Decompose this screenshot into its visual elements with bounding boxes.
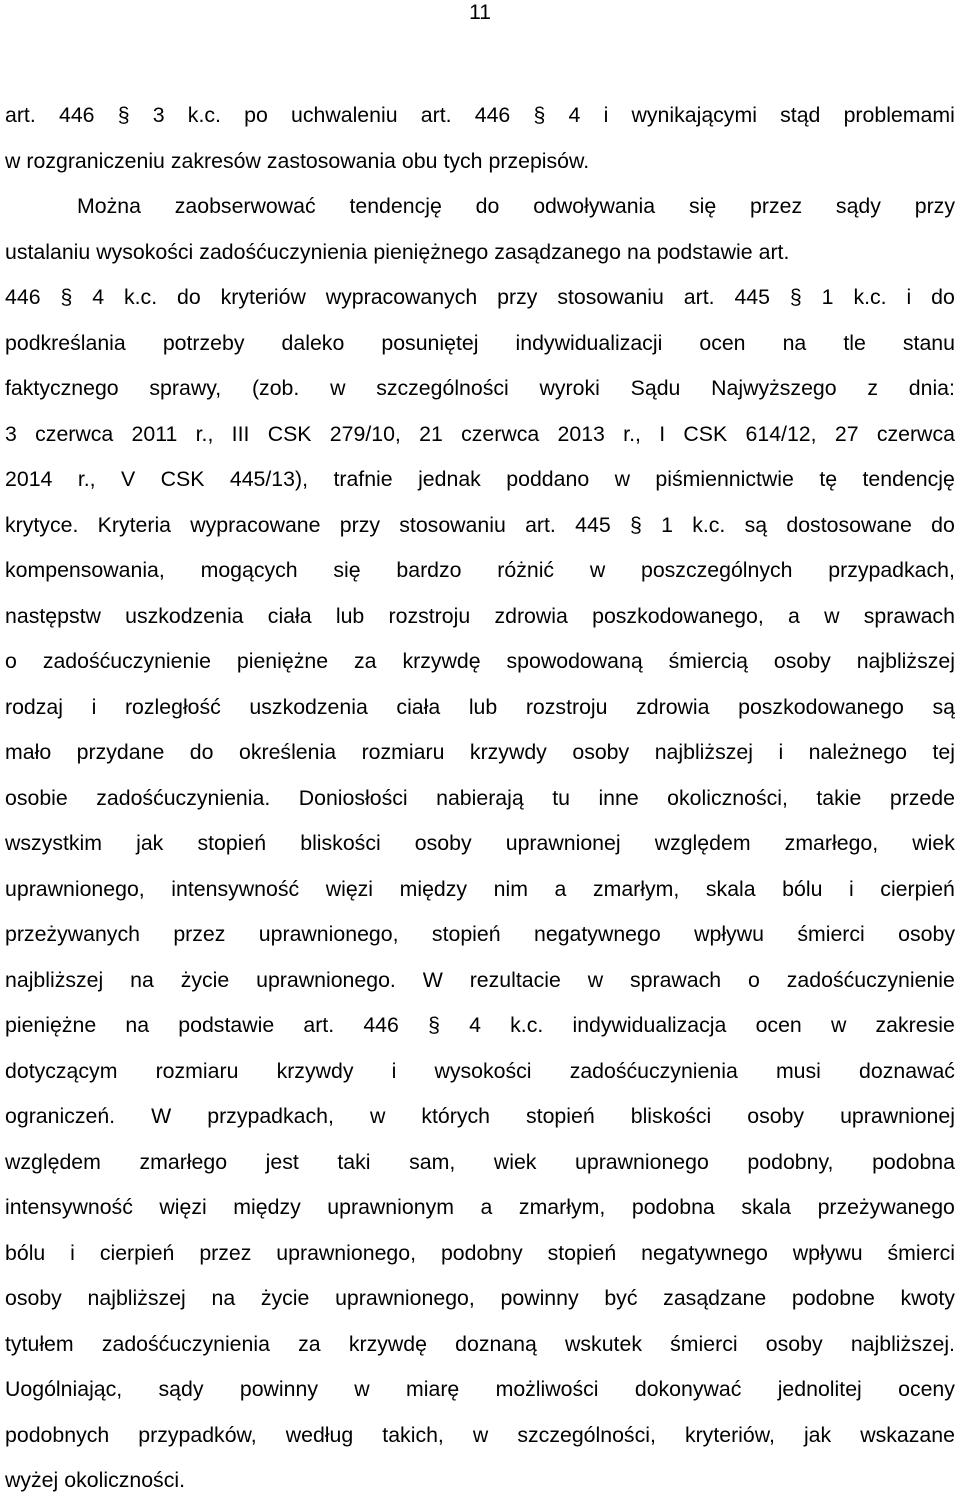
text-line: faktycznego sprawy, (zob. w szczególności wyroki Sądu Najwyższego z dnia: (5, 376, 955, 400)
text-line: kompensowania, mogących się bardzo różnić w poszczególnych przypadkach, (5, 558, 955, 582)
text-line: 446 § 4 k.c. do kryteriów wypracowanych przy stosowaniu art. 445 § 1 k.c. i do (5, 285, 955, 309)
text-line: 2014 r., V CSK 445/13), trafnie jednak poddano w piśmiennictwie tę tendencję (5, 467, 955, 491)
text-line: art. 446 § 3 k.c. po uchwaleniu art. 446 § 4 i wynikającymi stąd problemami (5, 103, 955, 127)
text-line: uprawnionego, intensywność więzi między nim a zmarłym, skala bólu i cierpień (5, 876, 955, 901)
text-line: następstw uszkodzenia ciała lub rozstroju zdrowia poszkodowanego, a w sprawach (5, 603, 955, 628)
text-line: wszystkim jak stopień bliskości osoby uprawnionej względem zmarłego, wiek (5, 831, 955, 855)
text-line: 3 czerwca 2011 r., III CSK 279/10, 21 czerwca 2013 r., I CSK 614/12, 27 czerwca (5, 421, 955, 446)
text-line: wyżej okoliczności. (5, 1468, 185, 1492)
text-line: ustalaniu wysokości zadośćuczynienia pieniężnego zasądzanego na podstawie art. (5, 239, 790, 264)
text-line: Można zaobserwować tendencję do odwoływania się przez sądy przy (77, 194, 955, 218)
text-line: osobie zadośćuczynienia. Doniosłości nabierają tu inne okoliczności, takie przede (5, 785, 955, 810)
text-line: podkreślania potrzeby daleko posuniętej indywidualizacji ocen na tle stanu (5, 330, 955, 355)
text-line: osoby najbliższej na życie uprawnionego, powinny być zasądzane podobne kwoty (5, 1286, 955, 1310)
text-line: pieniężne na podstawie art. 446 § 4 k.c. indywidualizacja ocen w zakresie (5, 1013, 955, 1037)
text-line: mało przydane do określenia rozmiaru krzywdy osoby najbliższej i należnego tej (5, 740, 955, 764)
text-line: dotyczącym rozmiaru krzywdy i wysokości zadośćuczynienia musi doznawać (5, 1058, 955, 1083)
text-line: najbliższej na życie uprawnionego. W rezultacie w sprawach o zadośćuczynienie (5, 967, 955, 992)
text-line: bólu i cierpień przez uprawnionego, podobny stopień negatywnego wpływu śmierci (5, 1240, 955, 1265)
text-line: rodzaj i rozległość uszkodzenia ciała lub rozstroju zdrowia poszkodowanego są (5, 694, 955, 719)
text-line: ograniczeń. W przypadkach, w których stopień bliskości osoby uprawnionej (5, 1104, 955, 1128)
text-line: Uogólniając, sądy powinny w miarę możliwości dokonywać jednolitej oceny (5, 1377, 955, 1401)
text-line: względem zmarłego jest taki sam, wiek uprawnionego podobny, podobna (5, 1149, 955, 1174)
text-line: krytyce. Kryteria wypracowane przy stosowaniu art. 445 § 1 k.c. są dostosowane do (5, 512, 955, 537)
page-number: 11 (469, 1, 491, 24)
text-line: tytułem zadośćuczynienia za krzywdę doznaną wskutek śmierci osoby najbliższej. (5, 1331, 955, 1356)
text-line: intensywność więzi między uprawnionym a zmarłym, podobna skala przeżywanego (5, 1195, 955, 1219)
text-line: przeżywanych przez uprawnionego, stopień negatywnego wpływu śmierci osoby (5, 922, 955, 946)
text-line: w rozgraniczeniu zakresów zastosowania obu tych przepisów. (5, 148, 590, 173)
text-line: o zadośćuczynienie pieniężne za krzywdę spowodowaną śmiercią osoby najbliższej (5, 649, 955, 673)
text-line: podobnych przypadków, według takich, w szczególności, kryteriów, jak wskazane (5, 1422, 955, 1447)
